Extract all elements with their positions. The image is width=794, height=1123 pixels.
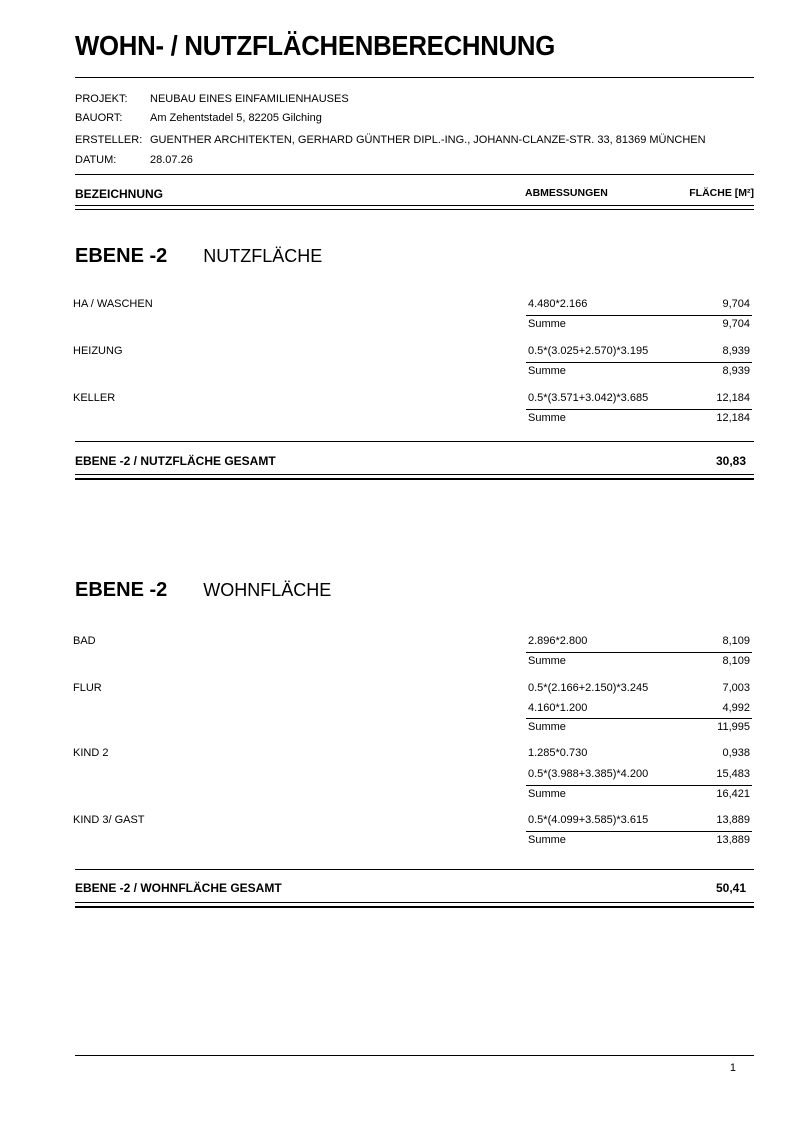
item-name: FLUR <box>73 682 102 694</box>
item-dimension: 4.480*2.166 <box>528 298 588 310</box>
sum-rule <box>526 652 752 653</box>
sum-label: Summe <box>528 318 566 330</box>
item-name: HA / WASCHEN <box>73 298 153 310</box>
section-title <box>75 579 331 602</box>
sum-value: 16,421 <box>716 788 750 800</box>
column-header-dimensions: ABMESSUNGEN <box>525 187 608 199</box>
footer-rule <box>75 1055 754 1056</box>
sum-value: 12,184 <box>716 412 750 424</box>
item-value: 8,939 <box>722 345 750 357</box>
item-name: KELLER <box>73 392 116 404</box>
item-value: 12,184 <box>716 392 750 404</box>
item-value: 8,109 <box>722 635 750 647</box>
section-total-label: EBENE -2 / NUTZFLÄCHE GESAMT <box>75 454 276 468</box>
sum-value: 13,889 <box>716 834 750 846</box>
total-top-rule <box>75 869 754 870</box>
title-rule <box>75 77 754 78</box>
sum-rule <box>526 409 752 410</box>
document-title: WOHN- / NUTZFLÄCHENBERECHNUNG <box>75 30 555 61</box>
meta-label: ERSTELLER: <box>75 134 143 146</box>
item-name: BAD <box>73 635 96 647</box>
sum-label: Summe <box>528 655 566 667</box>
column-header-area: FLÄCHE [M²] <box>689 187 754 199</box>
sum-label: Summe <box>528 834 566 846</box>
sum-rule <box>526 831 752 832</box>
sum-label: Summe <box>528 412 566 424</box>
item-dimension: 0.5*(2.166+2.150)*3.245 <box>528 682 649 694</box>
document-page: WOHN- / NUTZFLÄCHENBERECHNUNG PROJEKT: NEUBAU EINES EINFAMILIENHAUSES BAUORT: Am Zehentstadel 5, 82205 Gilching ERSTELLER: GUENTHER ARCHITEKTEN, GERHARD GÜNTHER DIPL.-ING., JOHANN-CLANZE-STR. 33, 81369 MÜNCHEN DATUM: 28.07.26 BEZEICHNUNG ABMESSUNGEN FLÄCHE [M²] EBENE -2 NUTZFLÄCHE HA / WASCHEN 4.480*2.166 9,704 Summe 9,704 HEIZUNG 0.5*(3.025+2.570)*3.195 8,939 Summe 8,939 KELLER 0.5*(3.571+3.042)*3.685 12,184 Summe 12,184 EBENE -2 / NUTZFLÄCHE GESAMT 30,83 EBENE -2 WOHNFLÄCHE BAD 2.896*2.800 8,109 Summe 8,109 FLUR 0.5*(2.166+2.150)*3.245 7,003 4.160*1.200 4,992 Summe 11,995 KIND 2 1.285*0.730 0,938 0.5*(3.988+3.385)*4.200 15,483 Summe 16,421 KIND 3/ GAST 0.5*(4.099+3.585)*3.615 13,889 Summe 13,889 EBENE -2 / WOHNFLÄCHE GESAMT 50,41 1 <box>73 30 754 1074</box>
item-dimension: 0.5*(3.571+3.042)*3.685 <box>528 392 649 404</box>
section-total-label: EBENE -2 / WOHNFLÄCHE GESAMT <box>75 881 282 895</box>
section-total-value: 50,41 <box>715 881 746 895</box>
item-dimension: 4.160*1.200 <box>528 702 588 714</box>
column-header <box>75 187 754 203</box>
sum-value: 9,704 <box>722 318 750 330</box>
sum-value: 8,939 <box>722 365 750 377</box>
sum-rule <box>526 362 752 363</box>
item-name: KIND 2 <box>73 747 109 759</box>
section-kind: WOHNFLÄCHE <box>203 580 332 600</box>
section-kind: NUTZFLÄCHE <box>203 246 323 266</box>
item-dimension: 0.5*(3.025+2.570)*3.195 <box>528 345 649 357</box>
meta-rule <box>75 174 754 175</box>
total-top-rule <box>75 441 754 442</box>
sum-label: Summe <box>528 788 566 800</box>
sum-value: 8,109 <box>722 655 750 667</box>
section-level: EBENE -2 <box>75 245 168 267</box>
meta-label: DATUM: <box>75 154 117 166</box>
item-value: 13,889 <box>716 814 750 826</box>
section-total-value: 30,83 <box>715 454 746 468</box>
section-title <box>75 245 322 268</box>
meta-label: PROJEKT: <box>75 93 128 105</box>
sum-value: 11,995 <box>717 721 750 733</box>
column-header-rule <box>75 205 754 210</box>
sum-label: Summe <box>528 365 566 377</box>
sum-rule <box>526 785 752 786</box>
item-value: 15,483 <box>716 768 750 780</box>
page-number: 1 <box>729 1062 736 1074</box>
total-bottom-rule <box>75 474 754 480</box>
sum-rule <box>526 315 752 316</box>
item-dimension: 0.5*(4.099+3.585)*3.615 <box>528 814 649 826</box>
total-bottom-rule <box>75 902 754 908</box>
item-value: 4,992 <box>722 702 750 714</box>
sum-label: Summe <box>528 721 566 733</box>
sum-rule <box>526 718 752 719</box>
item-value: 9,704 <box>722 298 750 310</box>
meta-label: BAUORT: <box>75 112 123 124</box>
item-name: KIND 3/ GAST <box>73 814 145 826</box>
item-dimension: 1.285*0.730 <box>528 747 588 759</box>
column-header-name: BEZEICHNUNG <box>75 187 164 201</box>
item-name: HEIZUNG <box>73 345 123 357</box>
item-value: 0,938 <box>722 747 750 759</box>
item-dimension: 2.896*2.800 <box>528 635 588 647</box>
item-dimension: 0.5*(3.988+3.385)*4.200 <box>528 768 649 780</box>
item-value: 7,003 <box>722 682 750 694</box>
section-level: EBENE -2 <box>75 579 168 601</box>
